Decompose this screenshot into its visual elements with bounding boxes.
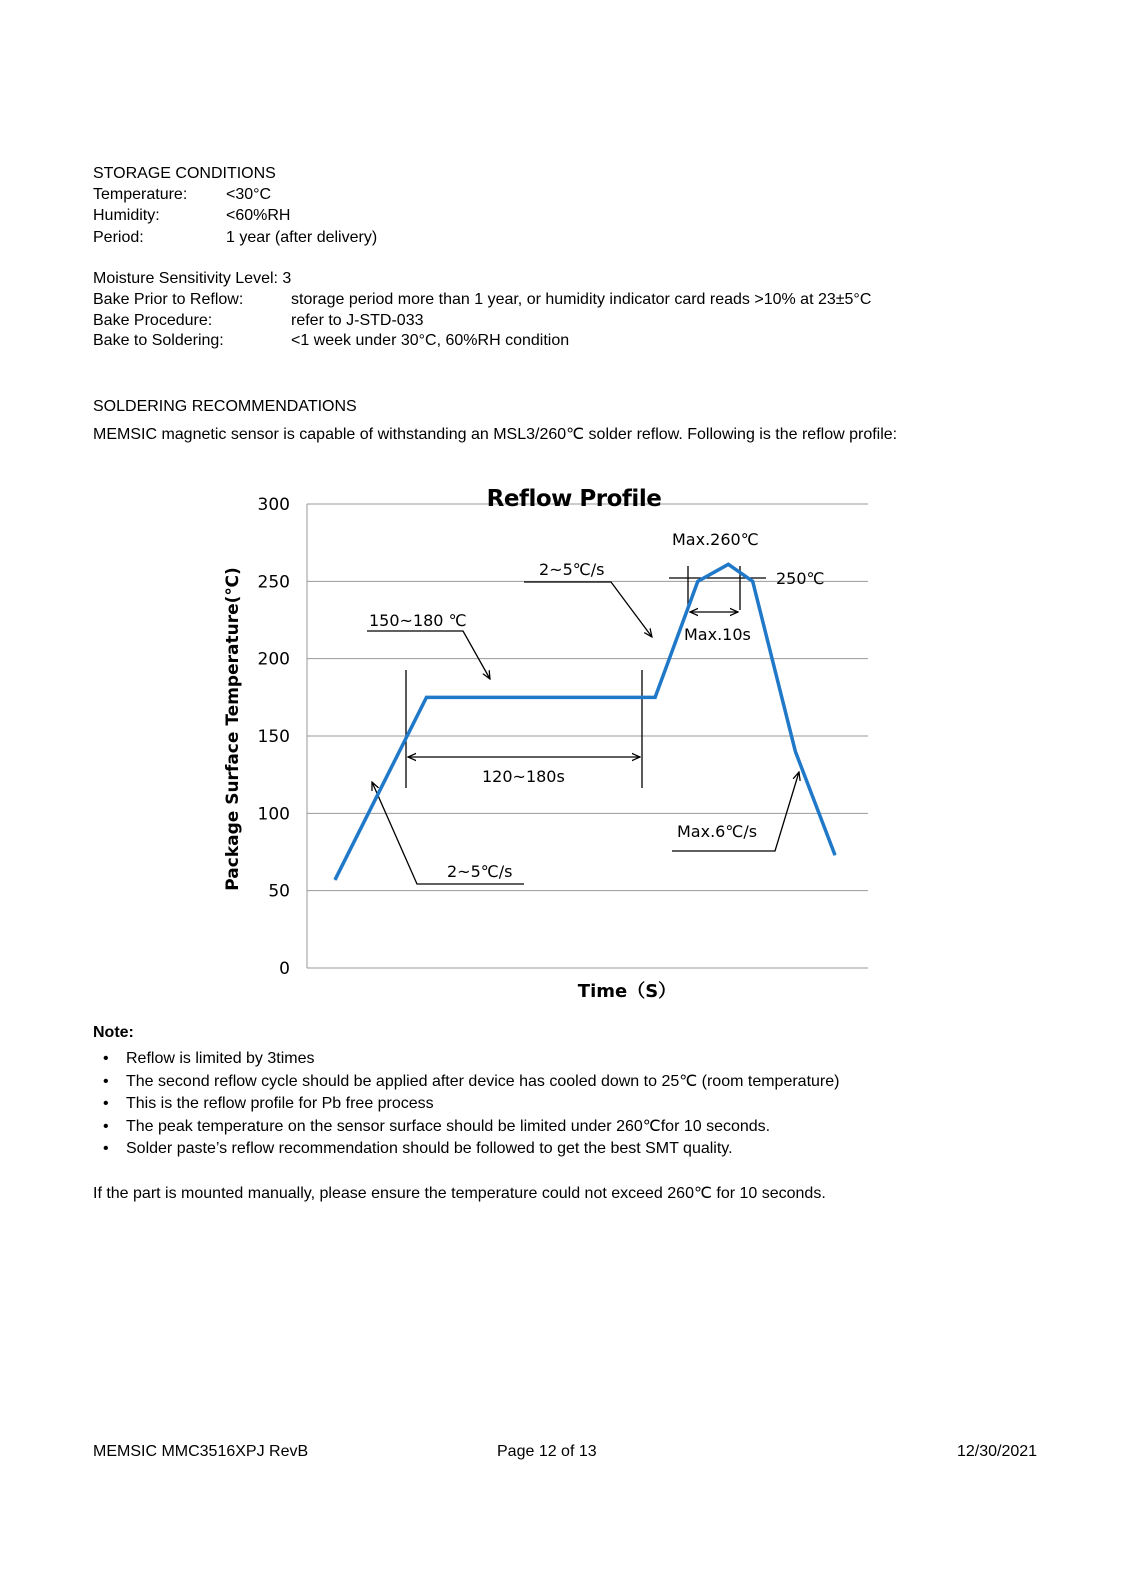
footer-date: 12/30/2021 [957, 1443, 1038, 1460]
list-item [93, 1093, 839, 1116]
soak-temp-leader [367, 631, 490, 679]
note-text: This is the reflow profile for Pb free process [126, 1095, 434, 1113]
data-point [835, 855, 836, 856]
notes-list [93, 1048, 839, 1161]
y-axis-label: Package Surface Temperature(℃) [223, 567, 243, 891]
data-point [752, 581, 753, 582]
x-axis-label: Time（S） [577, 981, 677, 1002]
moisture-label: Bake Prior to Reflow: [93, 291, 244, 308]
annotation-ramp-lower: 2~5℃/s [447, 862, 513, 881]
moisture-label: Bake Procedure: [93, 312, 213, 329]
storage-value: <60%RH [226, 207, 291, 224]
data-point [728, 564, 729, 565]
list-item [93, 1071, 839, 1094]
annotation-peak-time: Max.10s [684, 625, 751, 644]
note-text: Solder paste’s reflow recommendation should be followed to get the best SMT quality. [126, 1140, 733, 1158]
storage-heading: STORAGE CONDITIONS [93, 165, 276, 182]
bullet-icon: • [103, 1050, 109, 1067]
note-text: The peak temperature on the sensor surface should be limited under 260℃for 10 seconds. [126, 1117, 771, 1135]
note-text: The second reflow cycle should be applied after device has cooled down to 25℃ (room temperature) [126, 1072, 840, 1090]
y-tick-label: 100 [257, 804, 290, 825]
soldering-intro: MEMSIC magnetic sensor is capable of withstanding an MSL3/260℃ solder reflow. Following is the reflow profile: [93, 426, 898, 443]
annotation-250: 250℃ [776, 569, 825, 588]
moisture-value: <1 week under 30°C, 60%RH condition [291, 332, 570, 349]
data-point [426, 697, 427, 698]
y-tick-label: 300 [257, 495, 290, 515]
list-item [93, 1116, 839, 1139]
data-point [335, 879, 336, 880]
y-tick-label: 0 [279, 959, 290, 979]
list-item [93, 1048, 839, 1071]
footer-page-number: Page 12 of 13 [497, 1443, 597, 1460]
y-tick-label: 250 [257, 572, 290, 593]
storage-label: Period: [93, 229, 144, 246]
storage-label: Temperature: [93, 186, 188, 203]
data-point [795, 751, 796, 752]
storage-value: 1 year (after delivery) [226, 229, 378, 246]
annotation-ramp-upper: 2~5℃/s [539, 560, 605, 579]
moisture-label: Bake to Soldering: [93, 332, 224, 349]
note-text: Reflow is limited by 3times [126, 1050, 315, 1067]
manual-mount-note: If the part is mounted manually, please ensure the temperature could not exceed 260℃ for 10 seconds. [93, 1185, 826, 1202]
y-tick-label: 50 [268, 881, 290, 902]
annotation-soak-time: 120~180s [482, 767, 565, 786]
soldering-heading: SOLDERING RECOMMENDATIONS [93, 398, 357, 415]
y-tick-label: 150 [257, 727, 290, 747]
y-tick-label: 200 [257, 649, 290, 670]
annotation-ramp-down: Max.6℃/s [677, 822, 758, 841]
upper-ramp-leader [524, 582, 652, 637]
moisture-value: storage period more than 1 year, or humidity indicator card reads >10% at 23±5°C [291, 291, 872, 308]
chart-title: Reflow Profile [486, 486, 662, 512]
storage-label: Humidity: [93, 207, 160, 224]
data-point [697, 581, 698, 582]
data-point [655, 697, 656, 698]
reflow-profile-chart [0, 470, 1125, 1010]
y-tick-labels [258, 495, 290, 979]
moisture-value: refer to J-STD-033 [291, 312, 424, 329]
annotation-peak: Max.260℃ [672, 530, 759, 549]
bullet-icon: • [103, 1095, 109, 1113]
storage-value: <30°C [226, 186, 272, 203]
annotation-soak-temp: 150~180 ℃ [369, 611, 467, 630]
bullet-icon: • [103, 1140, 109, 1158]
note-heading: Note: [93, 1024, 134, 1041]
bullet-icon: • [103, 1072, 109, 1090]
footer-doc-id: MEMSIC MMC3516XPJ RevB [93, 1443, 309, 1460]
msl-line: Moisture Sensitivity Level: 3 [93, 270, 292, 287]
list-item [93, 1138, 839, 1161]
bullet-icon: • [103, 1117, 109, 1135]
